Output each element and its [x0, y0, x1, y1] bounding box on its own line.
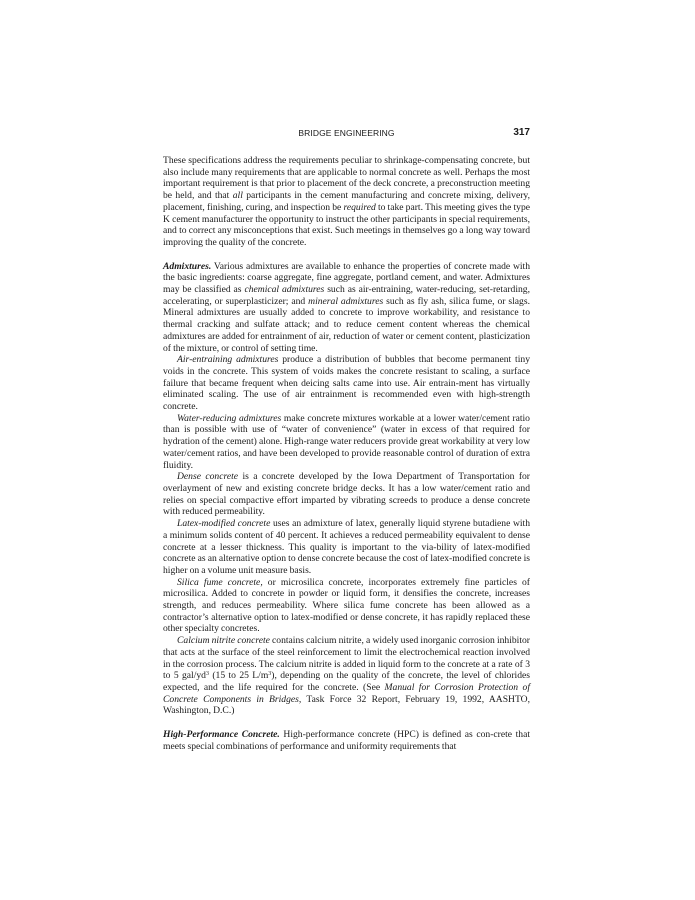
paragraph-dense-concrete: Dense concrete is a concrete developed by the Iowa Department of Transportation for overlayment of new and existing concrete bridge decks. It has a low water/cement ratio and relies on special compactive effort imparted by vibrating screeds to produce a dense concrete with reduced permeability. [163, 471, 531, 518]
reference-title: Manual for Corrosion Protection of Concrete Components in Bridges, [163, 681, 530, 705]
paragraph-high-performance: High-Performance Concrete. High-performance concrete (HPC) is defined as con-crete that meets special combinations of performance and uniformity requirements that [163, 729, 530, 752]
paragraph-air-entraining: Air-entraining admixtures produce a distribution of bubbles that become permanent tiny voids in the concrete. This system of voids makes the concrete resistant to scaling, a surface failure that became frequent when deicing salts came into use. Air entrain-ment has virtually eliminated scaling. The use of air entrainment is recommended even with high-strength concrete. [163, 354, 530, 413]
paragraph-silica-fume: Silica fume concrete, or microsilica concrete, incorporates extremely fine particles of microsilica. Added to concrete in powder or liquid form, it densifies the concrete, increases strength, and reduces permeability. Where silica fume concrete has been allowed as a contractor’s alternative option to latex-modified or dense concrete, it has rapidly replaced these other specialty concretes. [163, 576, 530, 635]
running-header [163, 127, 530, 141]
page-body [163, 155, 530, 752]
paragraph-admixtures: Admixtures. Various admixtures are available to enhance the properties of concrete made with the basic ingredients: coarse aggregate, fine aggregate, portland cement, and water. Admixtures may be classified as chemical admixtures such as air-entraining, water-reducing, set-retarding, accelerating, or superplasticizer; and mineral admixtures such as fly ash, silica fume, or slags. Mineral admixtures are usually added to concrete to improve workability, and resistance to thermal cracking and sulfate attack; and to reduce cement content whereas the chemical admixtures are added for entrainment of air, reduction of water or cement content, plasticization of the mixture, or control of setting time. [163, 260, 530, 354]
paragraph-calcium-nitrite: Calcium nitrite concrete contains calcium nitrite, a widely used inorganic corrosion inhibitor that acts at the surface of the steel reinforcement to limit the electrochemical reaction involved in the corrosion process. The calcium nitrite is added in liquid form to the concrete at a rate of 3 to 5 gal/$yd^3$ (15 to 25 $L/m^3$), depending on the quality of the concrete, the level of chlorides expected, and the life required for the concrete. (See Manual for Corrosion Protection of Concrete Components in Bridges, Task Force 32 Report, February 19, 1992, AASHTO, Washington, D.C.) [163, 635, 531, 717]
paragraph-latex-modified: Latex-modified concrete uses an admixture of latex, generally liquid styrene butadiene with a minimum solids content of 40 percent. It achieves a reduced permeability equivalent to dense concrete at a lesser thickness. This quality is important to the via-bility of latex-modified concrete as an alternative option to dense concrete because the cost of latex-modified concrete is higher on a volume unit measure basis. [163, 518, 530, 576]
paragraph-water-reducing: Water-reducing admixtures make concrete mixtures workable at a lower water/cement ratio than is possible with use of “water of convenience” (water in excess of that required for hydration of the cement) alone. High-range water reducers provide great workability at very low water/cement ratios, and have been developed to provide reasonable control of duration of extra fluidity. [163, 412, 530, 471]
section-heading-admixtures: Admixtures. [163, 260, 212, 272]
paragraph-intro: These specifications address the requirements peculiar to shrinkage-compensating concrete, but also include many requirements that are applicable to normal concrete as well. Perhaps the most important requirement is that prior to placement of the deck concrete, a preconstruction meeting be held, and that all participants in the cement manufacturing and concrete mixing, delivery, placement, finishing, curing, and inspection be required to take part. This meeting gives the type K cement manufacturer the opportunity to instruct the other participants in special requirements, and to correct any misconceptions that exist. Such meetings in themselves go a long way toward improving the quality of the concrete. [163, 155, 530, 248]
page-number: 317 [513, 127, 530, 138]
running-title: BRIDGE ENGINEERING [298, 128, 395, 138]
section-heading-hpc: High-Performance Concrete. [163, 729, 280, 741]
